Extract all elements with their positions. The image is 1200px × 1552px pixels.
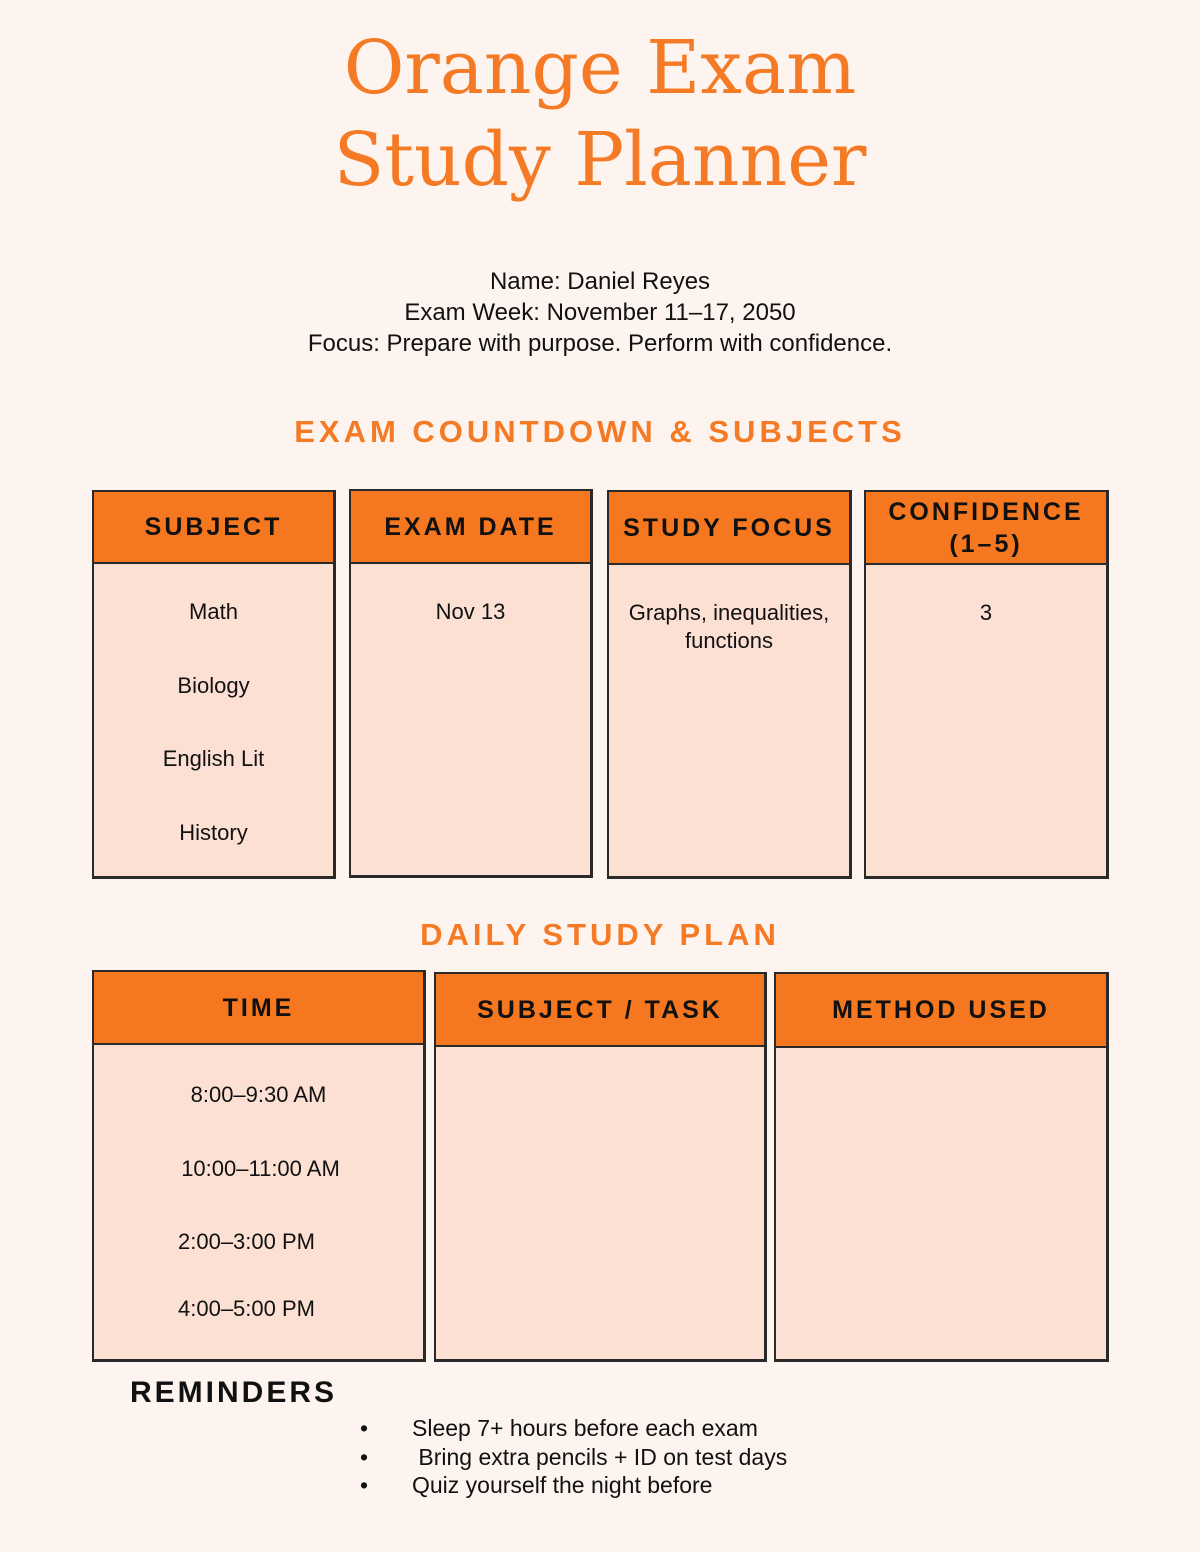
subject-cell: English Lit <box>162 746 265 771</box>
focus-statement: Focus: Prepare with purpose. Perform with confidence. <box>307 330 893 357</box>
method-used-header: METHOD USED <box>776 974 1106 1048</box>
exam-week: Exam Week: November 11–17, 2050 <box>404 299 796 326</box>
time-slot: 8:00–9:30 AM <box>190 1082 327 1107</box>
confidence-cell: 3 <box>979 600 993 625</box>
study-focus-column <box>607 490 852 879</box>
subject-task-column <box>434 972 767 1362</box>
time-header: TIME <box>94 972 423 1045</box>
student-name: Name: Daniel Reyes <box>489 268 711 295</box>
subject-header: SUBJECT <box>94 492 333 564</box>
time-slot: 10:00–11:00 AM <box>181 1156 340 1181</box>
reminder-item: • Quiz yourself the night before <box>360 1471 787 1500</box>
confidence-column <box>864 490 1109 879</box>
subject-cell: Math <box>189 599 238 624</box>
exam-date-cell: Nov 13 <box>435 599 506 624</box>
subject-cell: Biology <box>177 673 250 698</box>
study-focus-header: STUDY FOCUS <box>609 492 849 565</box>
study-focus-cell: Graphs, inequalities, functions <box>628 600 830 653</box>
exam-date-header: EXAM DATE <box>351 491 590 564</box>
page-title <box>0 22 1200 206</box>
reminders-list <box>360 1414 787 1500</box>
countdown-heading: EXAM COUNTDOWN & SUBJECTS <box>294 414 906 449</box>
exam-date-column <box>349 489 593 878</box>
subject-cell: History <box>179 820 248 845</box>
time-column <box>92 970 426 1362</box>
subject-task-header: SUBJECT / TASK <box>436 974 764 1047</box>
subject-column <box>92 490 336 879</box>
title-line-1: Orange Exam <box>343 25 857 111</box>
confidence-header: CONFIDENCE (1–5) <box>866 492 1106 565</box>
reminders-title: REMINDERS <box>130 1376 338 1409</box>
reminder-item: • Bring extra pencils + ID on test days <box>360 1443 787 1472</box>
student-info <box>0 266 1200 359</box>
method-used-column <box>774 972 1109 1362</box>
time-slot: 2:00–3:00 PM <box>178 1229 315 1254</box>
time-slot: 4:00–5:00 PM <box>178 1296 315 1321</box>
daily-plan-heading: DAILY STUDY PLAN <box>420 917 780 952</box>
title-line-2: Study Planner <box>333 117 867 203</box>
reminder-item: • Sleep 7+ hours before each exam <box>360 1414 787 1443</box>
